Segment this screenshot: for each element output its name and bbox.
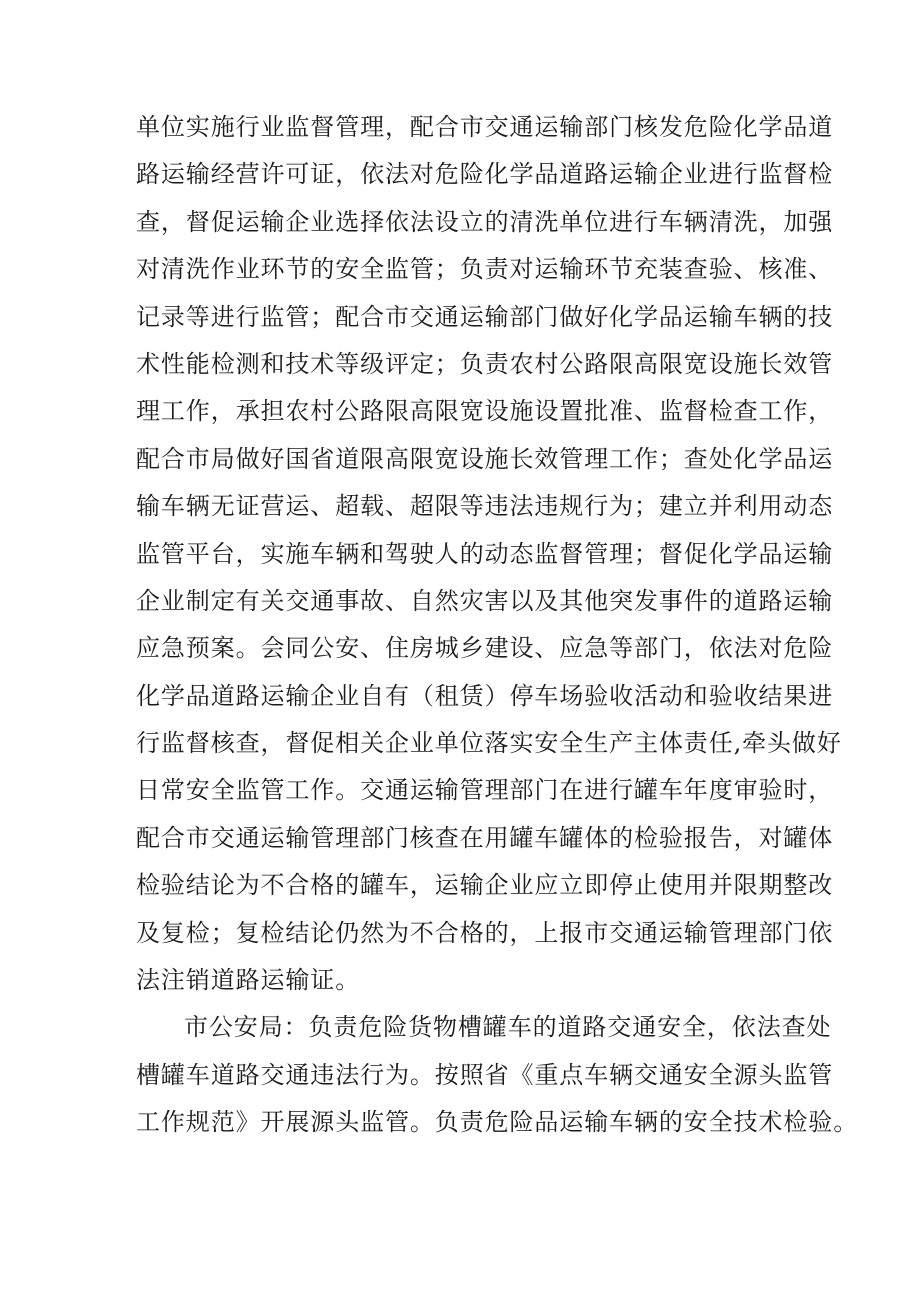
text-line: 单位实施行业监督管理，配合市交通运输部门核发危险化学品道 — [136, 113, 834, 141]
text-line: 槽罐车道路交通违法行为。按照省《重点车辆交通安全源头监管 — [136, 1060, 834, 1089]
paragraph-public-security-duties — [136, 1004, 859, 1146]
text-line: 工作规范》开展源头监管。负责危险品运输车辆的安全技术检验。 — [136, 1108, 859, 1137]
text-line: 化学品道路运输企业自有（租赁）停车场验收活动和验收结果进 — [136, 681, 834, 710]
text-line: 查，督促运输企业选择依法设立的清洗单位进行车辆清洗，加强 — [136, 207, 834, 236]
text-line: 输车辆无证营运、超载、超限等违法违规行为；建立并利用动态 — [136, 492, 834, 521]
text-line: 检验结论为不合格的罐车，运输企业应立即停止使用并限期整改 — [136, 871, 834, 900]
text-line: 配合市交通运输管理部门核查在用罐车罐体的检验报告，对罐体 — [136, 823, 834, 852]
text-line: 术性能检测和技术等级评定；负责农村公路限高限宽设施长效管 — [136, 349, 834, 378]
text-line: 理工作，承担农村公路限高限宽设施设置批准、监督检查工作， — [136, 397, 834, 426]
text-line: 路运输经营许可证，依法对危险化学品道路运输企业进行监督检 — [136, 160, 834, 189]
text-line: 应急预案。会同公安、住房城乡建设、应急等部门，依法对危险 — [136, 634, 834, 663]
text-line: 对清洗作业环节的安全监管；负责对运输环节充装查验、核准、 — [136, 255, 834, 284]
text-line: 法注销道路运输证。 — [136, 966, 361, 995]
paragraph-transport-duties — [136, 104, 842, 1004]
text-line: 监管平台，实施车辆和驾驶人的动态监督管理；督促化学品运输 — [136, 539, 834, 568]
text-line: 及复检；复检结论仍然为不合格的，上报市交通运输管理部门依 — [136, 918, 834, 947]
text-line: 记录等进行监管；配合市交通运输部门做好化学品运输车辆的技 — [136, 302, 834, 331]
text-line: 配合市局做好国省道限高限宽设施长效管理工作；查处化学品运 — [136, 444, 834, 473]
text-line: 日常安全监管工作。交通运输管理部门在进行罐车年度审验时， — [136, 776, 834, 805]
text-line: 企业制定有关交通事故、自然灾害以及其他突发事件的道路运输 — [136, 586, 834, 615]
text-line: 行监督核查，督促相关企业单位落实安全生产主体责任,牵头做好 — [136, 729, 842, 758]
document-body — [136, 104, 859, 1147]
text-line: 市公安局：负责危险货物槽罐车的道路交通安全，依法查处 — [184, 1013, 832, 1042]
